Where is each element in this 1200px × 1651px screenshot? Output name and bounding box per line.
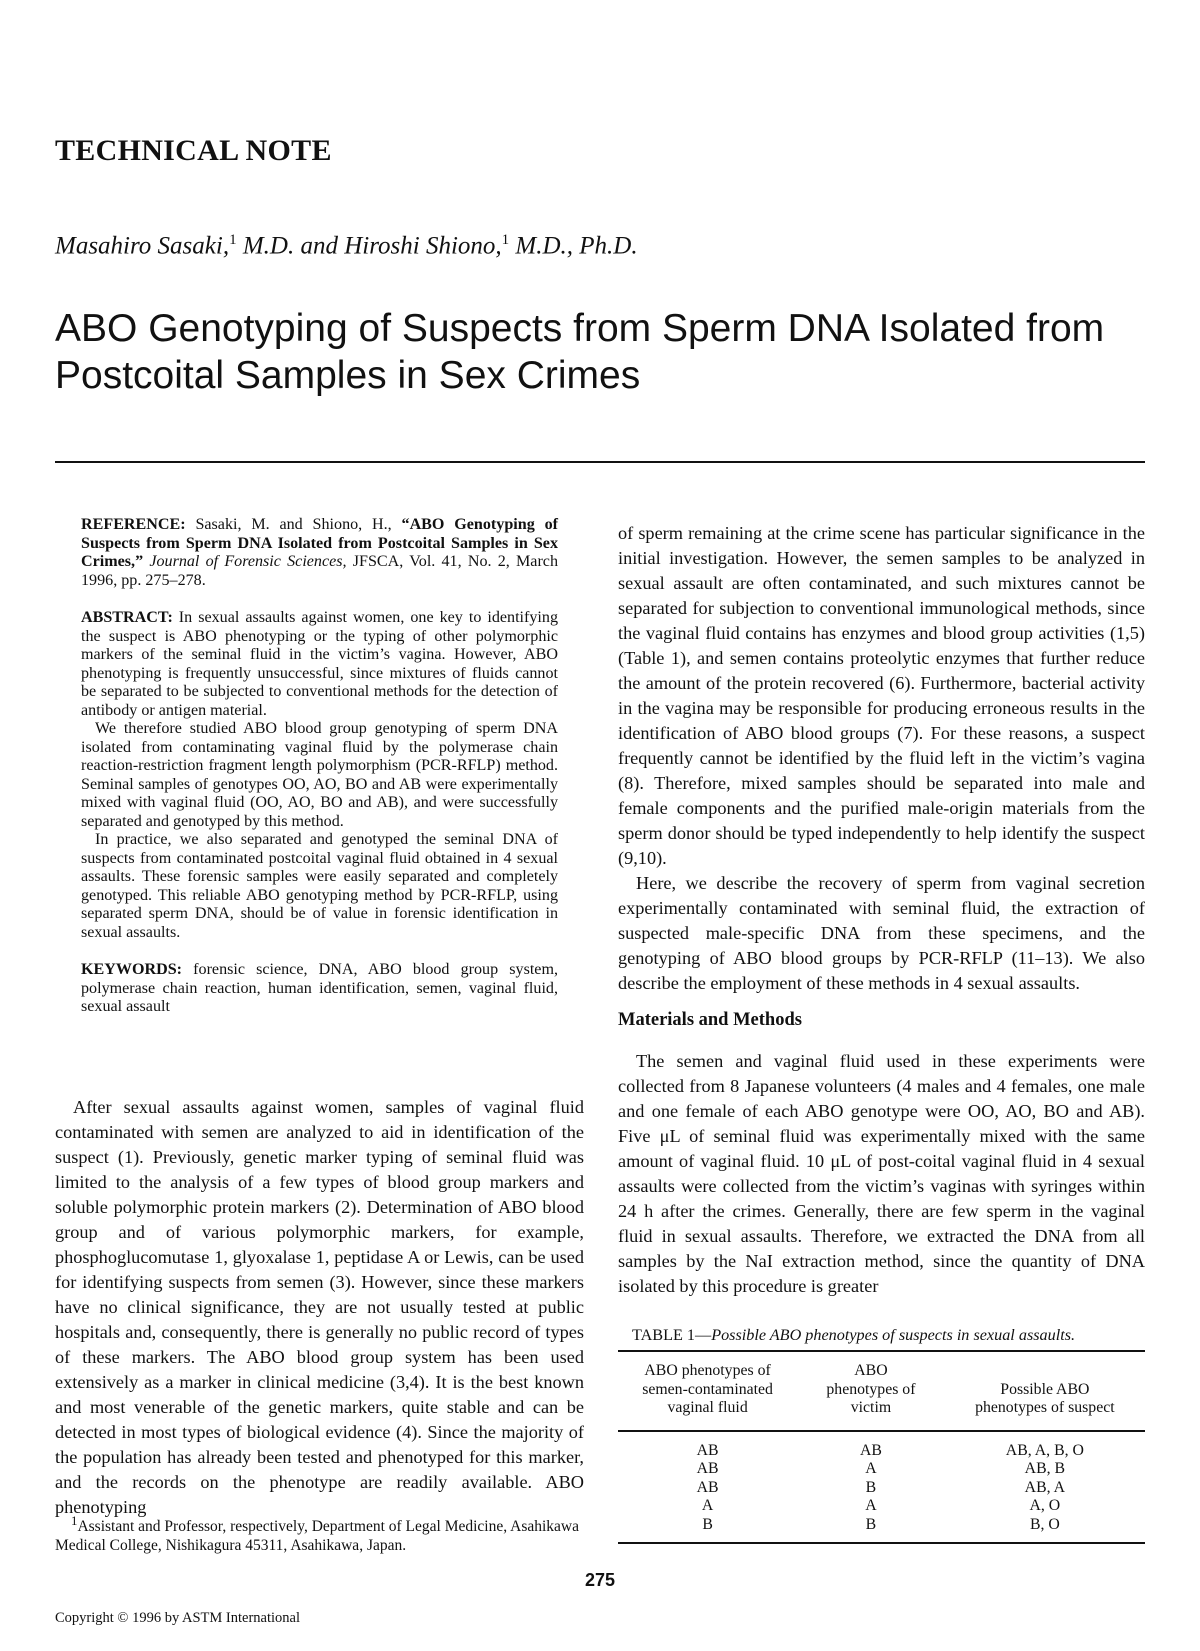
- article-title: ABO Genotyping of Suspects from Sperm DNA Isolated from Postcoital Samples in Sex Crimes: [55, 307, 1105, 397]
- author-1-degree: M.D.: [236, 232, 295, 260]
- abstract-label: ABSTRACT:: [81, 609, 173, 626]
- table-cell: A: [865, 1497, 877, 1514]
- author-joiner: and: [294, 232, 345, 260]
- table-cell: B, O: [1029, 1515, 1060, 1533]
- column-header-fluid: ABO phenotypes of semen-contaminated vaginal fluid: [642, 1362, 773, 1416]
- reference-article-title: “ABO Genotyping of Suspects from Sperm DNA Isolated from Postcoital Samples in Sex Crimes,”: [81, 516, 558, 570]
- keywords-label: KEYWORDS:: [81, 961, 183, 978]
- reference-label: REFERENCE:: [81, 516, 186, 533]
- table-cell: AB, A, B, O: [1005, 1441, 1084, 1459]
- author-2-degree: M.D., Ph.D.: [509, 232, 638, 260]
- keywords-text: forensic science, DNA, ABO blood group system, polymerase chain reaction, human identification, semen, vaginal fluid, sexual assault: [81, 961, 558, 1015]
- abstract-paragraph-3: In practice, we also separated and genotyped the seminal DNA of suspects from contaminated postcoital vaginal fluid obtained in 4 sexual assaults. These forensic samples were easily separated and completely genotyped. This reliable ABO genotyping method by PCR-RFLP, using separated sperm DNA, should be of value in forensic identification in sexual assaults.: [81, 831, 558, 941]
- front-matter: [81, 516, 558, 1017]
- table-caption-label: TABLE 1—: [632, 1326, 712, 1344]
- table-cell: B: [865, 1478, 877, 1496]
- author-line: [55, 232, 638, 260]
- reference-details: JFSCA, Vol. 41, No. 2, March 1996, pp. 275–278.: [81, 553, 558, 589]
- table-cell: B: [865, 1515, 877, 1533]
- table-row: [618, 1497, 1145, 1516]
- table-1: [618, 1350, 1145, 1544]
- table-row: [618, 1431, 1145, 1461]
- table-cell: AB: [859, 1441, 882, 1459]
- table-cell: AB, A: [1024, 1478, 1066, 1496]
- intro-paragraph-right: of sperm remaining at the crime scene has particular significance in the initial investigation. However, the semen samples to be analyzed in sexual assault are often contaminated, and such mixtures cannot be separated for subjection to conventional immunological methods, since the vaginal fluid contains has enzymes and blood group activities (1,5) (Table 1), and semen contains proteolytic enzymes that further reduce the amount of the protein recovered (6). Furthermore, bacterial activity in the vagina may be responsible for producing erroneous results in the identification of ABO blood groups (7). For these reasons, a suspect frequently cannot be identified by the fluid left in the victim’s vagina (8). Therefore, mixed samples should be separated into male and female components and the purified male-origin materials from the sperm donor should be typed independently to help identify the suspect (9,10).: [618, 523, 1145, 868]
- table-cell: AB: [696, 1460, 719, 1477]
- footnote-mark: 1: [71, 1513, 78, 1528]
- table-cell: A, O: [1029, 1497, 1061, 1514]
- table-row: [618, 1516, 1145, 1544]
- abo-phenotype-table: [618, 1350, 1145, 1544]
- intro-right-column: [618, 521, 1145, 996]
- page-number: 275: [584, 1570, 616, 1590]
- abstract-text-1: In sexual assaults against women, one key to identifying the suspect is ABO phenotyping or the typing of other polymorphic markers of the seminal fluid in the victim’s vagina. However, ABO phenotyping is frequently unsuccessful, since mixtures of fluids cannot be separated to be subjected to conventional methods for the detection of antibody or antigen material.: [81, 609, 558, 719]
- methods-heading: Materials and Methods: [618, 1010, 802, 1030]
- table-cell: A: [701, 1497, 714, 1514]
- title-divider: [55, 461, 1145, 463]
- reference-journal: Journal of Forensic Sciences,: [143, 553, 347, 570]
- section-label: TECHNICAL NOTE: [55, 134, 332, 167]
- author-1-affiliation-mark: 1: [229, 232, 237, 248]
- table-caption: [632, 1326, 1132, 1345]
- table-cell: B: [702, 1515, 713, 1533]
- table-row: [618, 1460, 1145, 1479]
- keywords-paragraph: [81, 961, 558, 1017]
- reference-authors: Sasaki, M. and Shiono, H.,: [185, 516, 402, 533]
- abstract-paragraph-1: [81, 609, 558, 720]
- methods-paragraph: The semen and vaginal fluid used in these experiments were collected from 8 Japanese volunteers (4 males and 4 females, one male and one female of each ABO genotype were OO, AO, BO and AB). Five μL of seminal fluid was experimentally mixed with the same amount of vaginal fluid. 10 μL of post-coital vaginal fluid in 4 sexual assaults were collected from the victim’s vaginas with syringes within 24 h after the crimes. Generally, there are few sperm in the vaginal fluid in sexual assaults. Therefore, we extracted the DNA from all samples by the NaI extraction method, since the quantity of DNA isolated by this procedure is greater: [618, 1051, 1145, 1296]
- table-cell: AB, B: [1024, 1460, 1066, 1477]
- copyright-notice: Copyright © 1996 by ASTM International: [55, 1610, 301, 1626]
- table-header-row: [618, 1351, 1145, 1431]
- table-cell: AB: [696, 1441, 719, 1459]
- table-cell: AB: [696, 1478, 719, 1496]
- author-2-affiliation-mark: 1: [501, 232, 510, 248]
- affiliation-footnote: [55, 1512, 584, 1555]
- reference-paragraph: [81, 516, 558, 590]
- footnote-text: Assistant and Professor, respectively, Department of Legal Medicine, Asahikawa Medical College, Nishikagura 45311, Asahikawa, Japan.: [55, 1518, 580, 1554]
- abstract-paragraph-2: We therefore studied ABO blood group genotyping of sperm DNA isolated from contaminating vaginal fluid by the polymerase chain reaction-restriction fragment length polymorphism (PCR-RFLP) method. Seminal samples of genotypes OO, AO, BO and AB were experimentally mixed with vaginal fluid (OO, AO, BO and AB), and were successfully separated and genotyped by this method.: [81, 720, 558, 830]
- column-header-victim: ABO phenotypes of victim: [826, 1362, 916, 1416]
- author-1-name: Masahiro Sasaki,: [55, 232, 230, 260]
- intro-paragraph-right-2: Here, we describe the recovery of sperm from vaginal secretion experimentally contaminated with seminal fluid, the extraction of suspected male-specific DNA from these specimens, and the genotyping of ABO blood groups by PCR-RFLP (11–13). We also describe the employment of these methods in 4 sexual assaults.: [618, 873, 1145, 993]
- intro-paragraph-left: After sexual assaults against women, samples of vaginal fluid contaminated with semen are analyzed to aid in identification of the suspect (1). Previously, genetic marker typing of seminal fluid was limited to the analysis of a few types of blood group markers and soluble polymorphic protein markers (2). Determination of ABO blood group and of various polymorphic markers, for example, phosphoglucomutase 1, glyoxalase 1, peptidase A or Lewis, can be used for identifying suspects from semen (3). However, since these markers have no clinical significance, they are not usually tested at public hospitals and, consequently, there is generally no public record of types of these markers. The ABO blood group system has been used extensively as a marker in clinical medicine (3,4). It is the best known and most venerable of the genetic markers, quite stable and can be detected in most types of biological evidence (4). Since the majority of the population has already been tested and phenotyped for this marker, and the records on the phenotype are readily available. ABO phenotyping: [55, 1097, 584, 1517]
- column-header-suspect: Possible ABO phenotypes of suspect: [975, 1380, 1115, 1416]
- author-2-name: Hiroshi Shiono,: [344, 232, 502, 260]
- table-cell: A: [865, 1460, 877, 1477]
- table-caption-text: Possible ABO phenotypes of suspects in sexual assaults.: [711, 1326, 1076, 1344]
- table-row: [618, 1479, 1145, 1498]
